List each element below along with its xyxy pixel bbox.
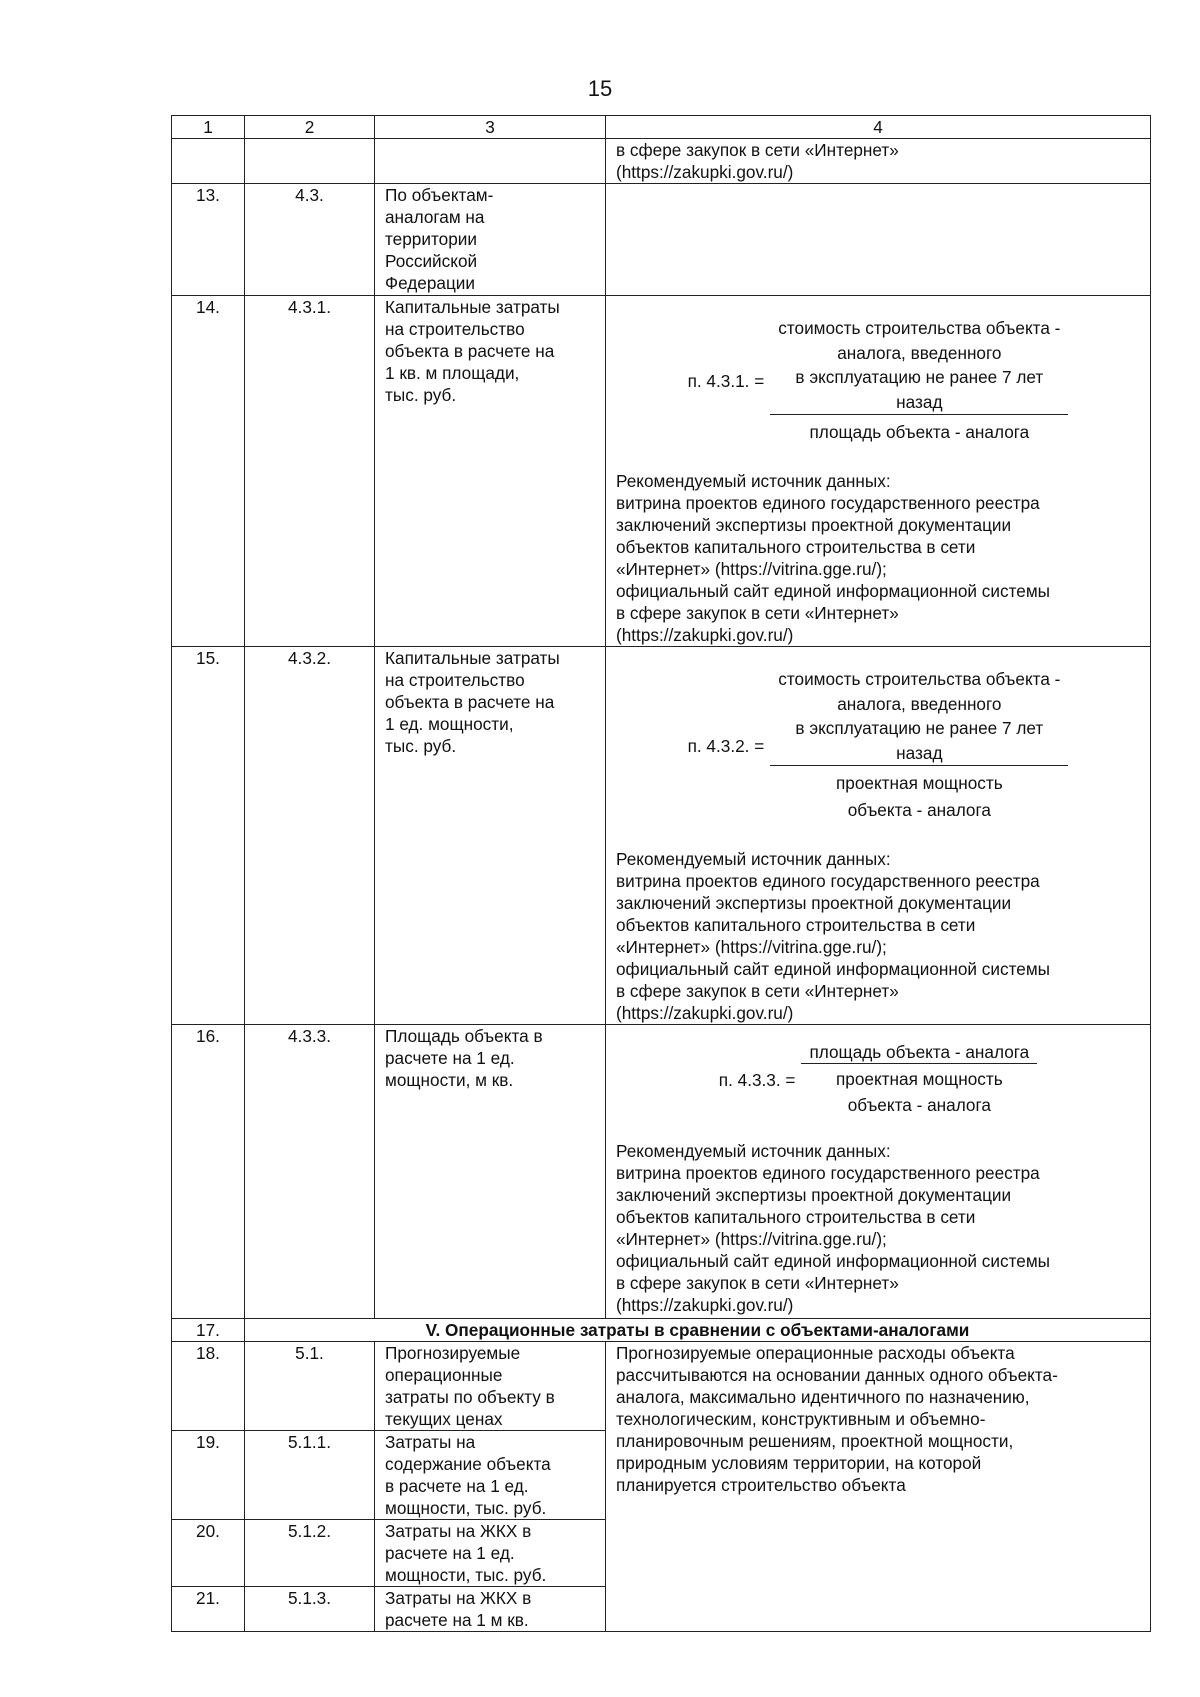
data-source-text: Рекомендуемый источник данных: витрина проектов единого государственного реестра заключений экспертизы проектной документации объектов капитального строительства в сети «Интернет» (https://vitrina.gge.ru/); официальный сайт единой информационной системы в сфере закупок в сети «Интернет» (https://zakupki.gov.ru/) — [616, 471, 1050, 645]
formula-label: п. 4.3.1. = — [687, 371, 765, 391]
row-name: Площадь объекта в расчете на 1 ед. мощности, м кв. — [375, 1025, 606, 1319]
row-code: 4.3. — [245, 184, 375, 296]
table-row-continuation — [172, 139, 1151, 184]
data-source-text: Рекомендуемый источник данных: витрина проектов единого государственного реестра заключений экспертизы проектной документации объектов капитального строительства в сети «Интернет» (https://vitrina.gge.ru/); официальный сайт единой информационной системы в сфере закупок в сети «Интернет» (https://zakupki.gov.ru/) — [616, 1141, 1050, 1315]
indicators-table — [171, 115, 1151, 1632]
table-row-18 — [172, 1342, 1151, 1431]
table-row-16 — [172, 1025, 1151, 1319]
row-name: Капитальные затраты на строительство объекта в расчете на 1 кв. м площади, тыс. руб. — [375, 296, 606, 647]
continuation-text: в сфере закупок в сети «Интернет» (https://zakupki.gov.ru/) — [606, 139, 1151, 184]
header-cell-2: 2 — [245, 116, 375, 139]
row-name: Затраты на ЖКХ в расчете на 1 м кв. — [375, 1587, 606, 1632]
row-name: Затраты на ЖКХ в расчете на 1 ед. мощности, тыс. руб. — [375, 1520, 606, 1587]
formula-denominator: проектная мощность объекта - аналога — [835, 773, 1003, 820]
row-description — [606, 1025, 1151, 1319]
row-number: 19. — [172, 1431, 245, 1520]
operating-costs-description: Прогнозируемые операционные расходы объекта рассчитываются на основании данных одного объекта- аналога, максимально идентичного по назначению, технологическим, конструктивным и объемно- планировочным решениям, проектной мощности, природным условиям территории, на которой планируется строительство объекта — [606, 1342, 1151, 1632]
row-code: 5.1. — [245, 1342, 375, 1431]
row-code: 5.1.2. — [245, 1520, 375, 1587]
table-header-row — [172, 116, 1151, 139]
row-name: Затраты на содержание объекта в расчете на 1 ед. мощности, тыс. руб. — [375, 1431, 606, 1520]
header-cell-1: 1 — [172, 116, 245, 139]
formula-fraction — [770, 667, 1068, 824]
row-description — [606, 296, 1151, 647]
header-cell-4: 4 — [606, 116, 1151, 139]
formula-denominator: проектная мощность объекта - аналога — [835, 1069, 1003, 1115]
formula-numerator: стоимость строительства объекта - аналога, введенного в эксплуатацию не ранее 7 лет назад — [770, 667, 1068, 766]
row-number: 15. — [172, 647, 245, 1025]
row-code: 4.3.1. — [245, 296, 375, 647]
formula-label: п. 4.3.3. = — [718, 1069, 796, 1090]
header-cell-3: 3 — [375, 116, 606, 139]
table-row-17-section — [172, 1319, 1151, 1342]
formula-denominator: площадь объекта - аналога — [809, 422, 1030, 442]
formula — [616, 316, 1140, 446]
row-description — [606, 647, 1151, 1025]
row-number: 20. — [172, 1520, 245, 1587]
row-number: 13. — [172, 184, 245, 296]
data-source-text: Рекомендуемый источник данных: витрина проектов единого государственного реестра заключений экспертизы проектной документации объектов капитального строительства в сети «Интернет» (https://vitrina.gge.ru/); официальный сайт единой информационной системы в сфере закупок в сети «Интернет» (https://zakupki.gov.ru/) — [616, 849, 1050, 1023]
formula-numerator: площадь объекта - аналога — [801, 1041, 1037, 1064]
row-number: 16. — [172, 1025, 245, 1319]
table-row-15 — [172, 647, 1151, 1025]
row-name: Прогнозируемые операционные затраты по объекту в текущих ценах — [375, 1342, 606, 1431]
formula — [616, 1041, 1140, 1118]
table-row-13 — [172, 184, 1151, 296]
row-name: Капитальные затраты на строительство объекта в расчете на 1 ед. мощности, тыс. руб. — [375, 647, 606, 1025]
row-code: 4.3.3. — [245, 1025, 375, 1319]
formula — [616, 667, 1140, 824]
row-code: 4.3.2. — [245, 647, 375, 1025]
row-number: 14. — [172, 296, 245, 647]
table-row-14 — [172, 296, 1151, 647]
row-number: 21. — [172, 1587, 245, 1632]
formula-fraction — [770, 316, 1068, 446]
row-code: 5.1.1. — [245, 1431, 375, 1520]
page-number: 15 — [587, 76, 613, 101]
row-number: 17. — [172, 1319, 245, 1342]
section-title: V. Операционные затраты в сравнении с объектами-аналогами — [245, 1319, 1151, 1342]
row-code: 5.1.3. — [245, 1587, 375, 1632]
row-name: По объектам- аналогам на территории Российской Федерации — [375, 184, 606, 296]
row-number: 18. — [172, 1342, 245, 1431]
formula-label: п. 4.3.2. = — [687, 735, 765, 756]
formula-numerator: стоимость строительства объекта - аналога, введенного в эксплуатацию не ранее 7 лет назад — [770, 316, 1068, 415]
formula-fraction — [801, 1041, 1037, 1118]
